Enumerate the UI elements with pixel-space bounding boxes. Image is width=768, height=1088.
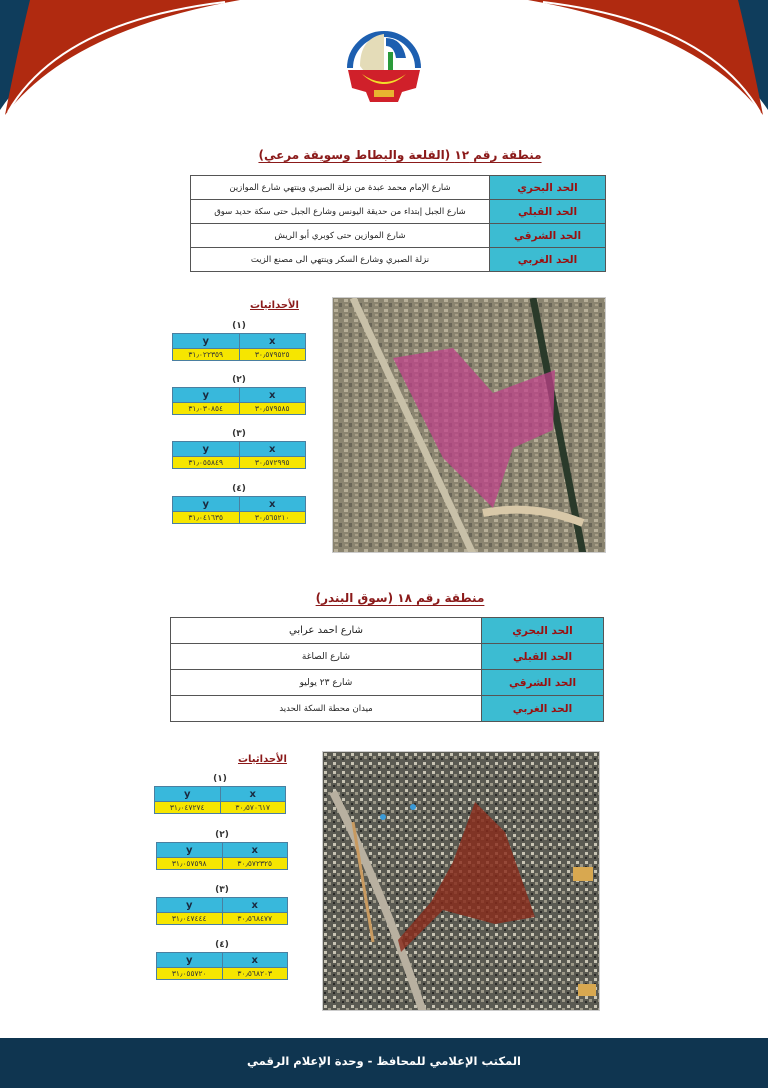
coord-table	[172, 387, 306, 415]
x-value: ٣٠٫٥٦٨٤٧٧	[222, 913, 288, 925]
coord-point-number: (٣)	[232, 429, 246, 439]
boundary-row	[191, 200, 606, 224]
boundary-value: شارع احمد عرابي	[171, 618, 482, 644]
coord-point-2	[172, 374, 306, 415]
y-header: y	[173, 442, 240, 457]
coord-table	[172, 441, 306, 469]
coord-table	[172, 496, 306, 524]
y-header: y	[173, 497, 240, 512]
boundary-row	[171, 644, 604, 670]
x-header: x	[222, 843, 288, 858]
boundary-label: الحد الشرقي	[482, 670, 604, 696]
x-header: x	[239, 388, 306, 403]
y-header: y	[157, 843, 223, 858]
y-value: ٣١٫٠٥٥٧٢٠	[157, 968, 223, 980]
coord-point-1	[154, 773, 286, 814]
boundary-value: ميدان محطة السكة الحديد	[171, 696, 482, 722]
x-header: x	[239, 442, 306, 457]
x-header: x	[220, 787, 286, 802]
section-2-boundaries-table	[170, 617, 604, 722]
coord-point-number: (٤)	[232, 484, 246, 494]
coord-table	[156, 897, 288, 925]
coord-point-number: (٢)	[232, 375, 246, 385]
governorate-emblem-icon	[340, 18, 428, 104]
footer-banner	[0, 1038, 768, 1088]
boundary-row	[191, 248, 606, 272]
boundary-label: الحد البحري	[482, 618, 604, 644]
x-header: x	[239, 497, 306, 512]
x-header: x	[239, 334, 306, 349]
y-value: ٣١٫٠٤٧٤٤٤	[157, 913, 223, 925]
x-value: ٣٠٫٥٦٥٢١٠	[239, 512, 306, 524]
coord-point-number: (٢)	[215, 830, 229, 840]
boundary-label: الحد القبلي	[482, 644, 604, 670]
x-header: x	[222, 898, 288, 913]
footer-text: المكتب الإعلامي للمحافظ - وحدة الإعلام الرقمي	[246, 1054, 522, 1068]
section-2-coords-title: الأحداثيات	[238, 754, 287, 765]
coord-point-number: (٣)	[215, 885, 229, 895]
boundary-label: الحد القبلي	[490, 200, 606, 224]
x-value: ٣٠٫٥٧٠٦١٧	[220, 802, 286, 814]
boundary-value: شارع الجبل إبتداء من حديقة اليونس وشارع الجبل حتى سكة حديد سوق	[191, 200, 490, 224]
y-value: ٣١٫٠٥٧٥٩٨	[157, 858, 223, 870]
section-1-boundaries-table	[190, 175, 606, 272]
y-header: y	[157, 898, 223, 913]
boundary-value: شارع ٢٣ يوليو	[171, 670, 482, 696]
y-header: y	[173, 388, 240, 403]
x-value: ٣٠٫٥٧٩٥٢٥	[239, 349, 306, 361]
y-value: ٣١٫٠٤١٦٣٥	[173, 512, 240, 524]
boundary-label: الحد البحري	[490, 176, 606, 200]
coord-point-number: (٤)	[215, 940, 229, 950]
y-value: ٣١٫٠٢٢٣٥٩	[173, 349, 240, 361]
boundary-label: الحد الغربي	[490, 248, 606, 272]
y-value: ٣١٫٠٥٥٨٤٩	[173, 457, 240, 469]
coord-point-3	[156, 884, 288, 925]
coord-point-number: (١)	[232, 321, 246, 331]
coord-point-number: (١)	[213, 774, 227, 784]
boundary-value: شارع الموازين حتى كوبري أبو الريش	[191, 224, 490, 248]
x-value: ٣٠٫٥٧٢٣٢٥	[222, 858, 288, 870]
y-header: y	[155, 787, 221, 802]
y-header: y	[157, 953, 223, 968]
coord-point-2	[156, 829, 288, 870]
section-2-satellite-map	[322, 751, 600, 1011]
coord-point-4	[172, 483, 306, 524]
boundary-value: نزلة الصبري وشارع السكر وينتهي الى مصنع الزيت	[191, 248, 490, 272]
coord-point-1	[172, 320, 306, 361]
y-value: ٣١٫٠٤٧٢٧٤	[155, 802, 221, 814]
boundary-row	[171, 670, 604, 696]
coord-table	[156, 842, 288, 870]
boundary-row	[171, 696, 604, 722]
boundary-label: الحد الغربي	[482, 696, 604, 722]
boundary-row	[171, 618, 604, 644]
coord-point-3	[172, 428, 306, 469]
section-1-title: منطقة رقم ١٢ (القلعة والبطاط وسويقة مرعي)	[258, 148, 542, 162]
x-header: x	[222, 953, 288, 968]
y-value: ٣١٫٠٣٠٨٥٤	[173, 403, 240, 415]
coord-table	[156, 952, 288, 980]
coord-point-4	[156, 939, 288, 980]
section-2-title: منطقة رقم ١٨ (سوق البندر)	[315, 591, 485, 605]
boundary-row	[191, 176, 606, 200]
boundary-label: الحد الشرقي	[490, 224, 606, 248]
section-1-coords-title: الأحداثيات	[250, 300, 299, 311]
boundary-value: شارع الصاغة	[171, 644, 482, 670]
x-value: ٣٠٫٥٧٢٩٩٥	[239, 457, 306, 469]
boundary-value: شارع الإمام محمد عبدة من نزلة الصبري وينتهي شارع الموازين	[191, 176, 490, 200]
boundary-row	[191, 224, 606, 248]
x-value: ٣٠٫٥٧٩٥٨٥	[239, 403, 306, 415]
section-1-satellite-map	[332, 297, 606, 553]
coord-table	[172, 333, 306, 361]
x-value: ٣٠٫٥٦٨٢٠٣	[222, 968, 288, 980]
y-header: y	[173, 334, 240, 349]
coord-table	[154, 786, 286, 814]
